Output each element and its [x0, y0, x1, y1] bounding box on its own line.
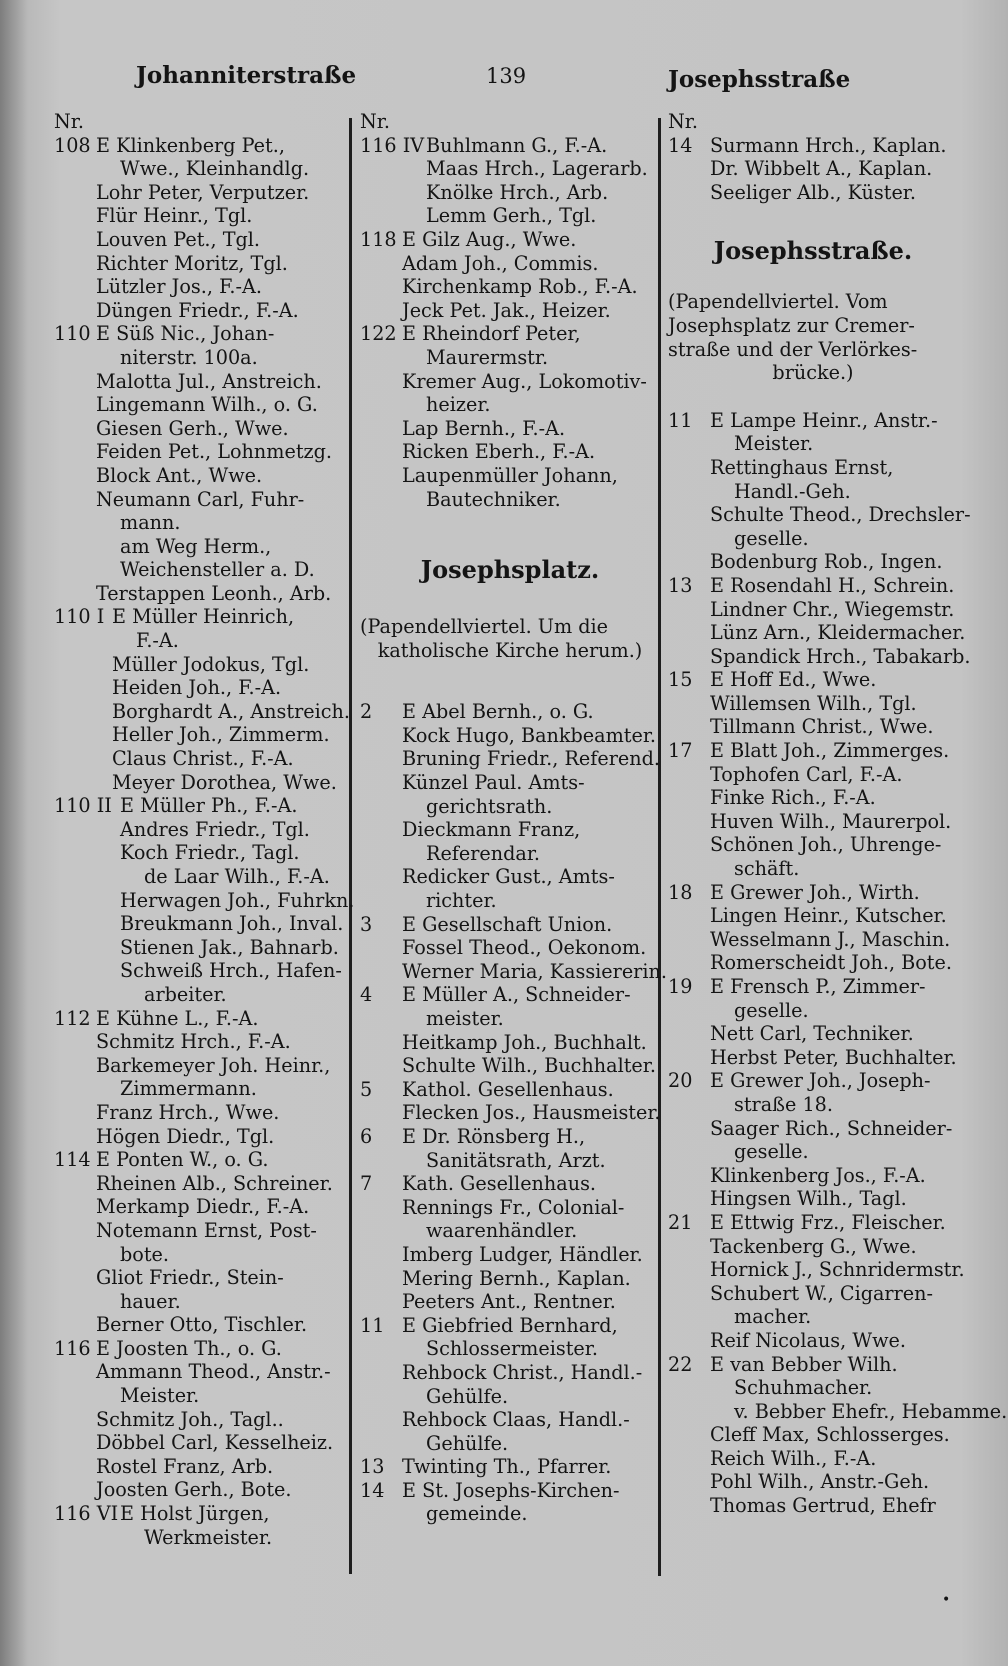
list-item [54, 1337, 344, 1502]
entry-line: E Rheindorf Peter, [402, 322, 581, 346]
entry-line: Kath. Gesellenhaus. [402, 1172, 597, 1196]
entry-line: heizer. [426, 393, 491, 417]
description-line: Josephsplatz zur Cremer- [668, 313, 915, 337]
entry-line: Mering Bernh., Kaplan. [402, 1266, 631, 1290]
resident-lines [120, 794, 354, 1006]
entry-line: Joosten Gerh., Bote. [96, 1478, 292, 1502]
resident-lines [96, 1337, 344, 1502]
entry-line: Malotta Jul., Anstreich. [96, 369, 322, 393]
list-item [54, 794, 355, 1006]
house-number: 11 [668, 408, 693, 432]
entry-line: E van Bebber Wilh. [710, 1352, 898, 1376]
entry-line: Hingsen Wilh., Tagl. [710, 1187, 907, 1211]
list-item [54, 1502, 344, 1549]
resident-lines [710, 668, 958, 739]
entry-line: Tackenberg G., Wwe. [710, 1234, 917, 1258]
entry-line: E Gesellschaft Union. [402, 912, 613, 936]
list-item [360, 228, 660, 322]
entry-line: Maas Hrch., Lagerarb. [426, 157, 648, 181]
spacer [360, 511, 660, 555]
entry-line: niterstr. 100a. [120, 345, 258, 369]
entry-line: Künzel Paul. Amts- [402, 771, 585, 795]
house-number: 18 [668, 880, 693, 904]
entry-line: Schlossermeister. [426, 1337, 598, 1361]
entry-line: Heller Joh., Zimmerm. [112, 723, 330, 747]
entry-line: straße 18. [734, 1092, 833, 1116]
entry-line: Reich Wilh., F.-A. [710, 1446, 877, 1470]
entry-line: Spandick Hrch., Tabakarb. [710, 644, 971, 668]
entry-line: Tophofen Carl, F.-A. [710, 762, 903, 786]
entry-line: E Abel Bernh., o. G. [402, 700, 594, 724]
entry-line: E Hoff Ed., Wwe. [710, 668, 877, 692]
list-item [54, 605, 350, 794]
entry-line: Heitkamp Joh., Buchhalt. [402, 1030, 647, 1054]
entry-line: Högen Diedr., Tgl. [96, 1124, 275, 1148]
entry-line: mann. [120, 511, 181, 535]
resident-lines [96, 1148, 344, 1337]
entry-line: Dr. Wibbelt A., Kaplan. [710, 157, 933, 181]
entry-line: Huven Wilh., Maurerpol. [710, 809, 952, 833]
right-running-head: Josephsstraße [668, 66, 851, 93]
resident-lines [710, 975, 958, 1069]
spacer [668, 204, 958, 236]
entry-line: F.-A. [136, 629, 179, 653]
entry-line: E Lampe Heinr., Anstr.- [710, 408, 938, 432]
entry-line: Lingen Heinr., Kutscher. [710, 904, 947, 928]
entry-line: Peeters Ant., Rentner. [402, 1290, 616, 1314]
entry-line: Schuhmacher. [734, 1376, 873, 1400]
entry-line: E Grewer Joh., Wirth. [710, 880, 920, 904]
list-item [668, 881, 958, 975]
entry-line: Bautechniker. [426, 487, 561, 511]
resident-lines [120, 1502, 344, 1549]
entry-line: Weichensteller a. D. [120, 558, 315, 582]
resident-lines [402, 1172, 660, 1314]
entry-line: E Ettwig Frz., Fleischer. [710, 1210, 946, 1234]
resident-lines [96, 134, 344, 323]
house-number: 14 [668, 133, 693, 157]
entries [668, 134, 958, 205]
entry-line: Kremer Aug., Lokomotiv- [402, 369, 647, 393]
entry-line: Claus Christ., F.-A. [112, 747, 294, 771]
list-item [360, 1125, 660, 1172]
number-label: Nr. [668, 110, 698, 133]
entry-line: Meyer Dorothea, Wwe. [112, 770, 337, 794]
entry-line: E Kühne L., F.-A. [96, 1006, 259, 1030]
entry-line: waarenhändler. [426, 1219, 578, 1243]
list-item [668, 1069, 958, 1211]
entry-line: Laupenmüller Johann, [402, 463, 618, 487]
entry-line: Hornick J., Schnridermstr. [710, 1258, 965, 1282]
list-item [360, 1455, 660, 1479]
entry-line: Rettinghaus Ernst, [710, 455, 894, 479]
entry-line: Schulte Theod., Drechsler- [710, 503, 971, 527]
house-number: 122 [360, 322, 397, 346]
resident-lines [710, 574, 971, 668]
entry-line: Breukmann Joh., Inval. [120, 912, 344, 936]
entry-line: E Ponten W., o. G. [96, 1148, 269, 1172]
column-1 [54, 110, 355, 1549]
entry-line: Meister. [120, 1384, 200, 1408]
list-item [668, 739, 958, 881]
left-running-head: Johanniterstraße [136, 62, 357, 89]
entry-line: E Dr. Rönsberg H., [402, 1124, 586, 1148]
entry-line: Rostel Franz, Arb. [96, 1454, 274, 1478]
resident-lines [402, 913, 667, 984]
entry-line: Berner Otto, Tischler. [96, 1313, 308, 1337]
resident-lines [402, 322, 660, 511]
column-3 [668, 110, 1008, 1518]
entry-line: Merkamp Diedr., F.-A. [96, 1195, 310, 1219]
entry-line: Wesselmann J., Maschin. [710, 927, 951, 951]
resident-lines [96, 1007, 344, 1149]
entry-line: Koch Friedr., Tagl. [120, 841, 300, 865]
entries [360, 700, 667, 1526]
resident-lines [710, 881, 958, 975]
entry-line: Lohr Peter, Verputzer. [96, 180, 310, 204]
entry-line: Düngen Friedr., F.-A. [96, 298, 299, 322]
entry-line: Rheinen Alb., Schreiner. [96, 1171, 333, 1195]
list-item [360, 134, 660, 228]
entry-line: E Grewer Joh., Joseph- [710, 1069, 931, 1093]
spacer [668, 385, 958, 409]
entry-line: Gehülfe. [426, 1384, 509, 1408]
entry-line: Franz Hrch., Wwe. [96, 1100, 280, 1124]
description-line: (Papendellviertel. Vom [668, 290, 888, 314]
printer-mark: • [942, 1592, 951, 1608]
number-label: Nr. [360, 110, 390, 133]
list-item [54, 1007, 344, 1149]
house-number: 3 [360, 912, 373, 936]
description-line: (Papendellviertel. Um die [360, 615, 609, 639]
list-item [54, 322, 344, 605]
entry-line: geselle. [734, 998, 809, 1022]
list-item [360, 322, 660, 511]
spacer [668, 266, 958, 290]
entry-line: Werner Maria, Kassiererin. [402, 959, 667, 983]
section-title-josephsplatz: Josephsplatz. [420, 555, 600, 585]
house-number: 114 [54, 1148, 91, 1172]
section-title-josephsstrasse: Josephsstraße. [713, 236, 913, 266]
entry-line: Schmitz Joh., Tagl.. [96, 1407, 284, 1431]
entry-line: Rennings Fr., Colonial- [402, 1195, 625, 1219]
entry-line: geselle. [734, 526, 809, 550]
house-number: 4 [360, 983, 373, 1007]
entry-line: Gehülfe. [426, 1431, 509, 1455]
entry-line: gerichtsrath. [426, 794, 553, 818]
entry-line: E St. Josephs-Kirchen- [402, 1478, 620, 1502]
entry-line: Rehbock Claas, Handl.- [402, 1408, 630, 1432]
entry-line: Heiden Joh., F.-A. [112, 676, 282, 700]
entry-line: Richter Moritz, Tgl. [96, 251, 288, 275]
entry-line: Terstappen Leonh., Arb. [96, 581, 332, 605]
list-item [668, 408, 971, 574]
page-header [0, 62, 1008, 102]
description-line: katholische Kirche herum.) [377, 638, 643, 662]
entries [54, 133, 355, 1550]
entry-line: E Frensch P., Zimmer- [710, 975, 926, 998]
entry-line: Ricken Eberh., F.-A. [402, 440, 596, 464]
entries [360, 134, 660, 512]
entry-line: E Blatt Joh., Zimmerges. [710, 739, 950, 763]
entry-line: E Rosendahl H., Schrein. [710, 573, 955, 597]
house-number: 110 II [54, 794, 112, 818]
entry-line: Kirchenkamp Rob., F.-A. [402, 275, 638, 299]
resident-lines [402, 1314, 660, 1456]
entry-line: Werkmeister. [144, 1525, 273, 1549]
entry-line: Lindner Chr., Wiegemstr. [710, 597, 955, 621]
entry-line: E Müller Heinrich, [112, 605, 295, 629]
entry-line: Schönen Joh., Uhrenge- [710, 833, 942, 857]
entry-line: Ammann Theod., Anstr.- [96, 1360, 331, 1384]
entry-line: Willemsen Wilh., Tgl. [710, 691, 917, 715]
entry-line: Lünz Arn., Kleidermacher. [710, 621, 966, 645]
entry-line: Reif Nicolaus, Wwe. [710, 1328, 906, 1352]
entry-line: Notemann Ernst, Post- [96, 1218, 317, 1242]
house-number: 13 [360, 1455, 385, 1479]
list-item [360, 983, 660, 1077]
entry-line: Schmitz Hrch., F.-A. [96, 1030, 291, 1054]
entry-line: Thomas Gertrud, Ehefr [710, 1494, 936, 1518]
entry-line: E Müller Ph., F.-A. [120, 794, 298, 818]
resident-lines [112, 605, 350, 794]
entry-line: Lützler Jos., F.-A. [96, 275, 262, 299]
list-item [668, 573, 971, 668]
resident-lines [710, 1353, 1007, 1518]
entry-line: Romerscheidt Joh., Bote. [710, 951, 952, 975]
house-number: 7 [360, 1172, 373, 1196]
page-number: 139 [486, 64, 527, 88]
section-description [668, 290, 958, 384]
resident-lines [96, 322, 344, 605]
entry-line: Block Ant., Wwe. [96, 463, 263, 487]
house-number: 118 [360, 227, 397, 251]
entry-line: E Holst Jürgen, [120, 1502, 270, 1526]
entry-line: Adam Joh., Commis. [402, 251, 599, 275]
entries [668, 408, 1008, 1518]
resident-lines [710, 1069, 958, 1211]
resident-lines [402, 1078, 661, 1125]
entry-line: Neumann Carl, Fuhr- [96, 487, 305, 511]
house-number: 110 I [54, 605, 105, 629]
entry-line: Surmann Hrch., Kaplan. [710, 133, 947, 157]
list-item [668, 668, 958, 739]
list-item [54, 1148, 344, 1337]
house-number: 19 [668, 975, 693, 998]
house-number: 116 [54, 1336, 91, 1360]
entry-line: Saager Rich., Schneider- [710, 1116, 953, 1140]
entry-line: Zimmermann. [120, 1077, 257, 1101]
entry-line: Klinkenberg Jos., F.-A. [710, 1163, 926, 1187]
entry-line: Gliot Friedr., Stein- [96, 1266, 284, 1290]
entry-line: v. Bebber Ehefr., Hebamme. [734, 1399, 1008, 1423]
resident-lines [402, 983, 660, 1077]
entry-line: hauer. [120, 1289, 181, 1313]
entry-line: Nett Carl, Techniker. [710, 1022, 914, 1046]
entry-line: E Klinkenberg Pet., [96, 133, 285, 157]
entry-line: Schubert W., Cigarren- [710, 1281, 933, 1305]
list-item [360, 1078, 660, 1125]
resident-lines [402, 1479, 660, 1526]
resident-lines [402, 700, 660, 912]
section-description [360, 615, 660, 662]
house-number: 21 [668, 1210, 693, 1234]
entry-line: Lingemann Wilh., o. G. [96, 393, 318, 417]
entry-line: Andres Friedr., Tgl. [120, 817, 310, 841]
entry-line: meister. [426, 1007, 504, 1030]
entry-line: Knölke Hrch., Arb. [426, 180, 609, 204]
entry-line: Handl.-Geh. [734, 479, 851, 503]
entry-line: Kathol. Gesellenhaus. [402, 1077, 614, 1101]
house-number: 110 [54, 322, 91, 346]
house-number: 17 [668, 739, 693, 763]
entry-line: Dieckmann Franz, [402, 818, 581, 842]
entry-line: de Laar Wilh., F.-A. [144, 865, 330, 888]
house-number: 22 [668, 1352, 693, 1376]
house-number: 20 [668, 1069, 693, 1093]
entry-line: Feiden Pet., Lohnmetzg. [96, 440, 333, 464]
list-item [668, 134, 958, 205]
resident-lines [710, 134, 958, 205]
entry-line: Finke Rich., F.-A. [710, 786, 876, 810]
entry-line: Louven Pet., Tgl. [96, 227, 261, 251]
entry-line: Jeck Pet. Jak., Heizer. [402, 298, 611, 322]
list-item [360, 1314, 660, 1456]
entry-line: gemeinde. [426, 1502, 528, 1526]
entry-line: Buhlmann G., F.-A. [426, 133, 608, 157]
entry-line: richter. [426, 889, 497, 913]
entry-line: bote. [120, 1242, 169, 1266]
house-number: 14 [360, 1478, 385, 1502]
entry-line: Flecken Jos., Hausmeister. [402, 1101, 661, 1125]
entry-line: E Süß Nic., Johan- [96, 322, 275, 346]
number-label: Nr. [54, 110, 84, 133]
house-number: 112 [54, 1006, 91, 1030]
house-number: 6 [360, 1124, 373, 1148]
house-number: 15 [668, 668, 693, 692]
column-2 [360, 110, 667, 1526]
resident-lines [402, 1125, 660, 1172]
entry-line: Bruning Friedr., Referend. [402, 747, 661, 771]
entry-line: Referendar. [426, 841, 541, 865]
resident-lines [402, 228, 660, 322]
entry-line: Schweiß Hrch., Hafen- [120, 959, 342, 983]
entry-line: Pohl Wilh., Anstr.-Geh. [710, 1470, 930, 1494]
entry-line: Meister. [734, 432, 814, 456]
entry-line: Herbst Peter, Buchhalter. [710, 1045, 957, 1069]
entry-line: schäft. [734, 857, 800, 881]
list-item [360, 912, 667, 984]
entry-line: Sanitätsrath, Arzt. [426, 1148, 606, 1172]
list-item [668, 1210, 965, 1353]
entry-line: E Giebfried Bernhard, [402, 1313, 618, 1337]
entry-line: geselle. [734, 1140, 809, 1164]
entry-line: Imberg Ludger, Händler. [402, 1242, 643, 1266]
entry-line: Maurermstr. [426, 345, 549, 369]
house-number: 11 [360, 1313, 385, 1337]
resident-lines [710, 409, 971, 574]
entry-line: Müller Jodokus, Tgl. [112, 652, 310, 676]
list-item [668, 975, 958, 1069]
description-line: brücke.) [772, 361, 854, 385]
list-item [668, 1352, 1008, 1518]
entry-line: Giesen Gerh., Wwe. [96, 416, 289, 440]
entry-line: E Joosten Th., o. G. [96, 1336, 282, 1360]
entry-line: Tillmann Christ., Wwe. [710, 715, 934, 739]
entry-line: Döbbel Carl, Kesselheiz. [96, 1431, 334, 1455]
description-line: straße und der Verlörkes- [668, 337, 918, 361]
entry-line: Schulte Wilh., Buchhalter. [402, 1054, 656, 1078]
entry-line: Wwe., Kleinhandlg. [120, 157, 310, 181]
entry-line: Lemm Gerh., Tgl. [426, 204, 597, 228]
entry-line: am Weg Herm., [120, 534, 272, 558]
entry-line: Lap Bernh., F.-A. [402, 416, 566, 440]
entry-line: Redicker Gust., Amts- [402, 865, 615, 889]
resident-lines [426, 134, 660, 228]
resident-lines [402, 1455, 660, 1479]
entry-line: Stienen Jak., Bahnarb. [120, 935, 339, 959]
entry-line: Fossel Theod., Oekonom. [402, 936, 647, 960]
entry-line: Borghardt A., Anstreich. [112, 699, 350, 723]
house-number: 13 [668, 573, 693, 597]
list-item [54, 134, 344, 323]
spacer [360, 662, 660, 700]
entry-line: macher. [734, 1305, 812, 1329]
house-number: 108 [54, 133, 91, 157]
entry-line: Cleff Max, Schlosserges. [710, 1423, 950, 1447]
entry-line: Twinting Th., Pfarrer. [402, 1455, 612, 1479]
entry-line: E Müller A., Schneider- [402, 983, 631, 1007]
entry-line: Herwagen Joh., Fuhrkn. [120, 888, 355, 912]
entry-line: Kock Hugo, Bankbeamter. [402, 723, 656, 747]
house-number: 116 VI [54, 1502, 119, 1526]
entry-line: Barkemeyer Joh. Heinr., [96, 1053, 331, 1077]
house-number: 5 [360, 1077, 373, 1101]
spacer [360, 585, 660, 615]
entry-line: Flür Heinr., Tgl. [96, 204, 253, 228]
entry-line: Seeliger Alb., Küster. [710, 180, 916, 204]
list-item [360, 1172, 660, 1314]
entry-line: Bodenburg Rob., Ingen. [710, 550, 943, 574]
list-item [360, 1479, 660, 1526]
entry-line: arbeiter. [144, 982, 227, 1006]
list-item [360, 700, 660, 912]
resident-lines [710, 739, 958, 881]
house-number: 2 [360, 700, 373, 724]
resident-lines [710, 1211, 965, 1353]
house-number: 116 IV [360, 133, 425, 157]
entry-line: Rehbock Christ., Handl.- [402, 1360, 643, 1384]
entry-line: E Gilz Aug., Wwe. [402, 227, 577, 251]
